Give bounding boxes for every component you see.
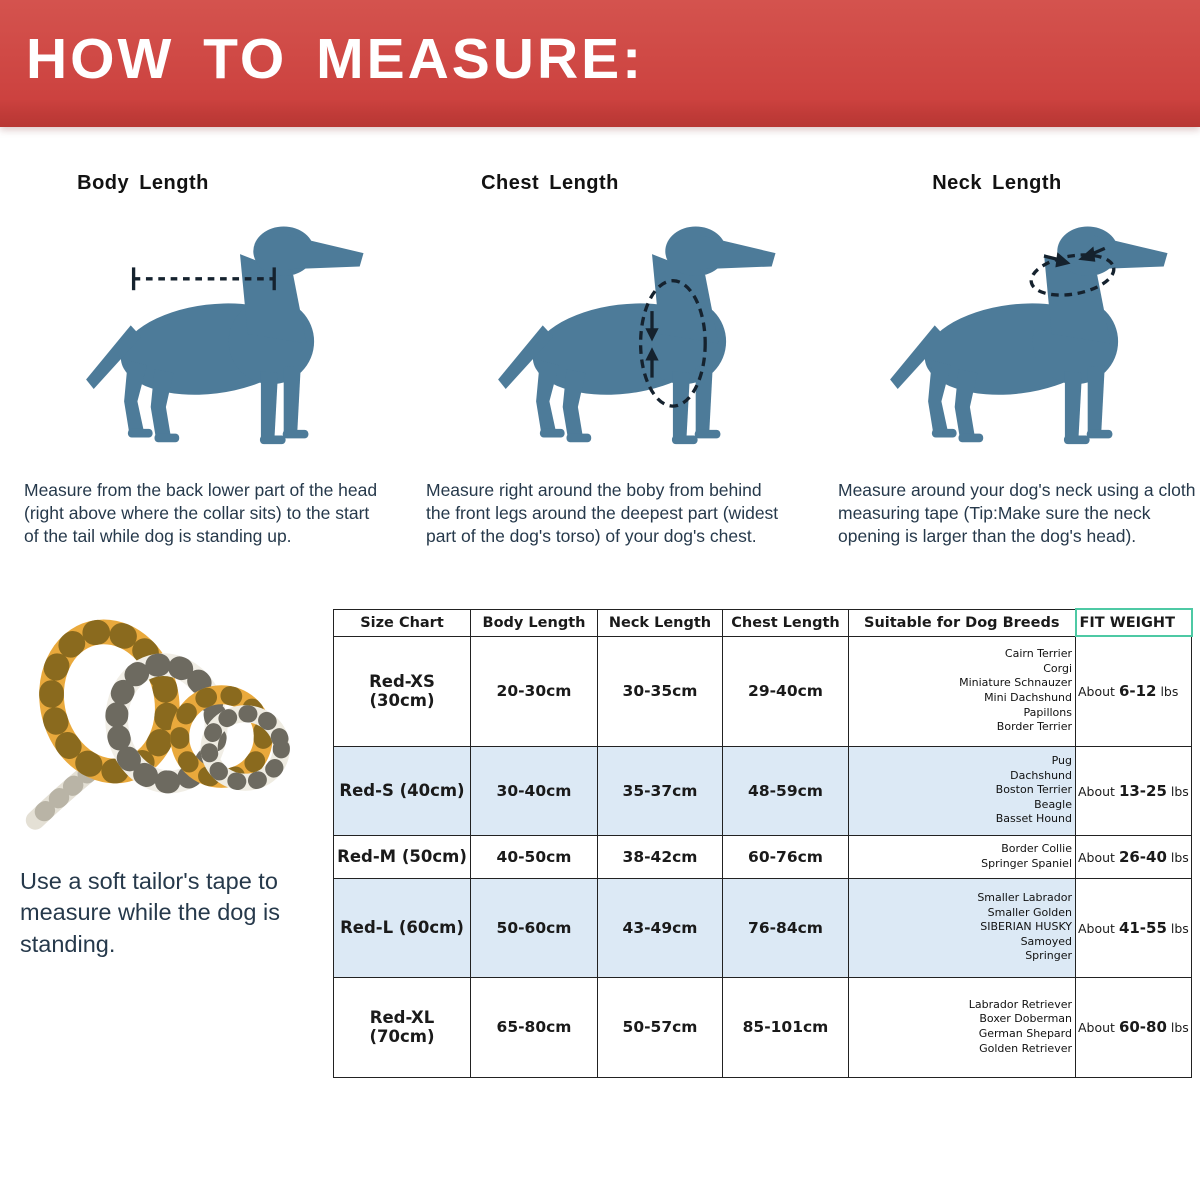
breed-line: German Shepard	[978, 1027, 1072, 1040]
body-length-cell: 65-80cm	[471, 977, 598, 1077]
size-cell: Red-S (40cm)	[334, 746, 471, 835]
neck-length-cell: 30-35cm	[598, 636, 723, 746]
chest-length-cell: 85-101cm	[723, 977, 849, 1077]
neck-length-cell: 50-57cm	[598, 977, 723, 1077]
chest-length-cell: 48-59cm	[723, 746, 849, 835]
body-length-cell: 30-40cm	[471, 746, 598, 835]
body-length-dog-figure	[78, 199, 383, 465]
body-length-description: Measure from the back lower part of the head (right above where the collar sits) to the start of the tail while dog is standing up.	[24, 480, 378, 546]
table-row	[334, 835, 1192, 878]
size-chart-table	[333, 608, 1193, 1078]
header-banner	[0, 0, 1200, 127]
breed-line: Basset Hound	[995, 812, 1072, 826]
column-header-suitable-for-dog-breeds: Suitable for Dog Breeds	[849, 609, 1076, 636]
breed-line: Border Terrier	[996, 720, 1072, 734]
column-header-neck-length: Neck Length	[598, 609, 723, 636]
breed-line: Springer Spaniel	[981, 856, 1072, 870]
breed-line: Smaller Labrador	[977, 891, 1072, 905]
breed-line: Samoyed	[1020, 934, 1072, 948]
neck-length-cell: 43-49cm	[598, 878, 723, 977]
breeds-cell	[849, 746, 1076, 835]
fit-weight-cell: About 6-12 lbs	[1076, 636, 1192, 746]
breed-line: Boston Terrier	[995, 783, 1072, 797]
table-row	[334, 878, 1192, 977]
body-length-cell: 50-60cm	[471, 878, 598, 977]
measuring-tape-illustration	[22, 592, 307, 852]
chest-length-label: Chest Length	[481, 172, 619, 194]
fit-weight-cell: About 26-40 lbs	[1076, 835, 1192, 878]
breeds-cell	[849, 835, 1076, 878]
column-header-body-length: Body Length	[471, 609, 598, 636]
table-row	[334, 977, 1192, 1077]
breed-line: Beagle	[1034, 797, 1072, 811]
table-row	[334, 746, 1192, 835]
chest-length-cell: 60-76cm	[723, 835, 849, 878]
breeds-cell	[849, 636, 1076, 746]
body-length-section	[18, 158, 396, 547]
column-header-size-chart: Size Chart	[334, 609, 471, 636]
size-cell: Red-L (60cm)	[334, 878, 471, 977]
breeds-cell	[849, 977, 1076, 1077]
breed-line: Pug	[1051, 754, 1072, 768]
breeds-cell	[849, 878, 1076, 977]
breed-line: Cairn Terrier	[1004, 647, 1072, 661]
neck-length-section	[832, 158, 1194, 547]
chest-length-dog-figure	[490, 199, 795, 465]
neck-length-label: Neck Length	[932, 172, 1062, 194]
page-title: HOW TO MEASURE:	[26, 27, 645, 91]
neck-length-dog-figure	[882, 199, 1187, 465]
breed-line: SIBERIAN HUSKY	[980, 920, 1072, 934]
breed-line: Golden Retriever	[979, 1041, 1072, 1055]
measuring-tape-icon	[22, 592, 307, 847]
column-header-chest-length: Chest Length	[723, 609, 849, 636]
fit-weight-cell: About 60-80 lbs	[1076, 977, 1192, 1077]
breed-line: Springer	[1025, 949, 1072, 963]
body-length-cell: 40-50cm	[471, 835, 598, 878]
neck-length-description: Measure around your dog's neck using a cloth measuring tape (Tip:Make sure the neck opening is larger than the dog's head).	[838, 480, 1196, 546]
body-length-cell: 20-30cm	[471, 636, 598, 746]
neck-length-cell: 35-37cm	[598, 746, 723, 835]
breed-line: Smaller Golden	[987, 905, 1072, 919]
breed-line: Boxer Doberman	[979, 1012, 1072, 1026]
tape-usage-note: Use a soft tailor's tape to measure while the dog is standing.	[20, 868, 280, 957]
fit-weight-cell: About 41-55 lbs	[1076, 878, 1192, 977]
size-cell: Red-M (50cm)	[334, 835, 471, 878]
chest-length-cell: 29-40cm	[723, 636, 849, 746]
chest-length-section	[420, 158, 818, 547]
size-cell: Red-XL (70cm)	[334, 977, 471, 1077]
neck-length-cell: 38-42cm	[598, 835, 723, 878]
breed-line: Papillons	[1023, 705, 1072, 719]
breed-line: Miniature Schnauzer	[959, 676, 1072, 690]
chest-length-description: Measure right around the boby from behind the front legs around the deepest part (widest part of the dog's torso) of your dog's chest.	[426, 480, 779, 546]
size-cell: Red-XS (30cm)	[334, 636, 471, 746]
breed-line: Mini Dachshund	[984, 691, 1072, 704]
chest-length-cell: 76-84cm	[723, 878, 849, 977]
column-header-fit-weight: FIT WEIGHT	[1076, 609, 1192, 636]
fit-weight-cell: About 13-25 lbs	[1076, 746, 1192, 835]
table-header-row	[334, 609, 1192, 636]
breed-line: Dachshund	[1010, 768, 1072, 782]
table-row	[334, 636, 1192, 746]
body-length-label: Body Length	[77, 172, 209, 194]
size-table-body	[334, 636, 1192, 1077]
breed-line: Labrador Retriever	[968, 997, 1072, 1011]
breed-line: Corgi	[1043, 661, 1072, 675]
breed-line: Border Collie	[1001, 841, 1072, 855]
